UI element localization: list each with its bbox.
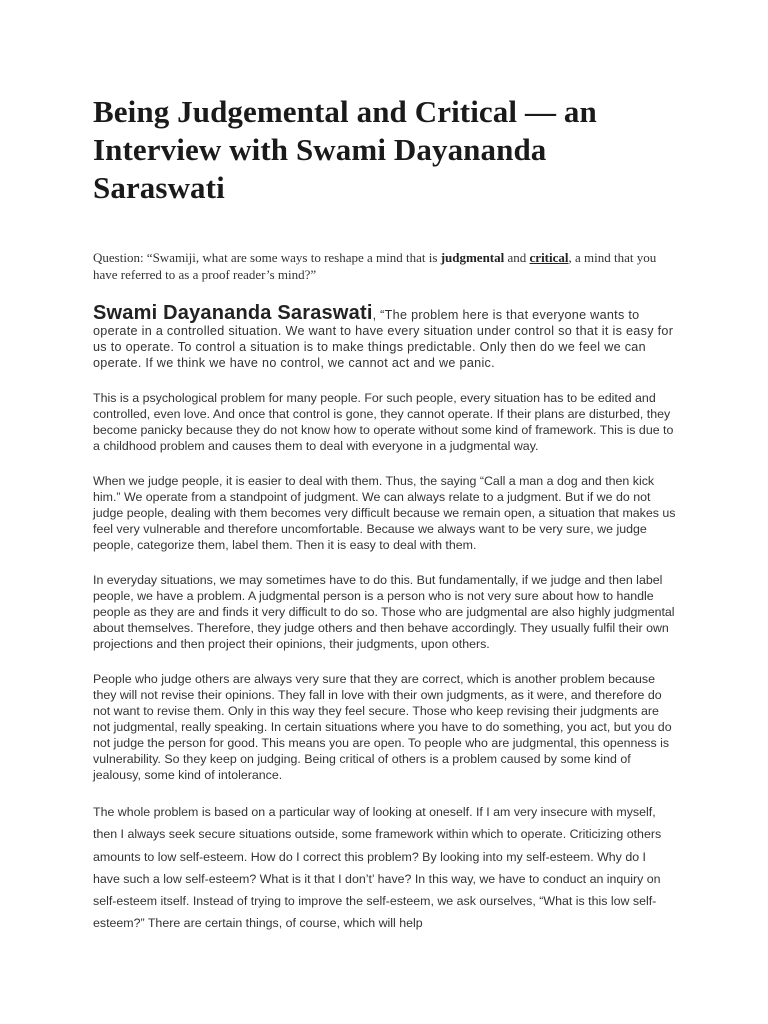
question-conjunction: and [504,250,530,265]
answer-paragraph-5: People who judge others are always very sure that they are correct, which is another problem because they will not revise their opinions. They fall in love with their own judgments, as it were, and therefore do not want to revise them. Only in this way they feel secure. Those who keep revising their judgments are not judgmental, really speaking. In certain situations where you have to do something, you act, but you do not judge the person for good. This means you are open. To people who are judgmental, this openness is vulnerability. So they keep on judging. Being critical of others is a problem caused by some kind of jealousy, some kind of intolerance. [93,672,672,782]
question-prefix: Question: “Swamiji, what are some ways to reshape a mind that is [93,250,441,265]
answer-paragraph-2: This is a psychological problem for many people. For such people, every situation has to be edited and controlled, even love. And once that control is gone, they cannot operate. If their plans are disturbed, they become panicky because they do not know how to operate without some kind of framework. This is due to a childhood problem and causes them to deal with everyone in a judgmental way. [93,391,674,453]
interview-question [93,249,676,283]
answer-paragraph-4: In everyday situations, we may sometimes have to do this. But fundamentally, if we judge and then label people, we have a problem. A judgmental person is a person who is not very sure about how to handle people as they are and finds it very difficult to do so. Those who are judgmental are also highly judgmental about themselves. Therefore, they judge others and then behave accordingly. They usually fulfil their own projections and then project their opinions, their judgments, upon others. [93,573,675,651]
answer-paragraph-3: When we judge people, it is easier to deal with them. Thus, the saying “Call a man a dog and then kick him.” We operate from a standpoint of judgment. We can always relate to a judgment. But if we do not judge people, dealing with them becomes very difficult because we remain open, a situation that makes us feel very vulnerable and therefore uncomfortable. Because we always want to be very sure, we judge people, categorize them, label them. Then it is easy to deal with them. [93,474,676,552]
question-underlined-word: critical [529,250,569,265]
answer-first-paragraph [93,302,676,371]
question-bold-word: judgmental [440,250,505,265]
answer-text: , “The problem here is that everyone wants to operate in a controlled situation. We want to have every situation under control so that it is easy for us to operate. To control a situation is to make things predictable. Only then do we feel we can operate. If we think we have no control, we cannot act and we panic. [93,308,674,370]
answer-paragraph-6: The whole problem is based on a particular way of looking at oneself. If I am very insecure with myself, then I always seek secure situations outside, some framework within which to operate. Criticizing others amounts to low self-esteem. How do I correct this problem? By looking into my self-esteem. Why do I have such a low self-esteem? What is it that I don’t’ have? In this way, we have to conduct an inquiry on self-esteem itself. Instead of trying to improve the self-esteem, we ask ourselves, “What is this low self-esteem?” There are certain things, of course, which will help [93,805,662,931]
document-title: Being Judgemental and Critical — an Interview with Swami Dayananda Saraswati [93,94,597,205]
question-suffix: , a mind that you have referred to as a proof reader’s mind?” [93,250,657,282]
speaker-name: Swami Dayananda Saraswati [93,302,373,324]
